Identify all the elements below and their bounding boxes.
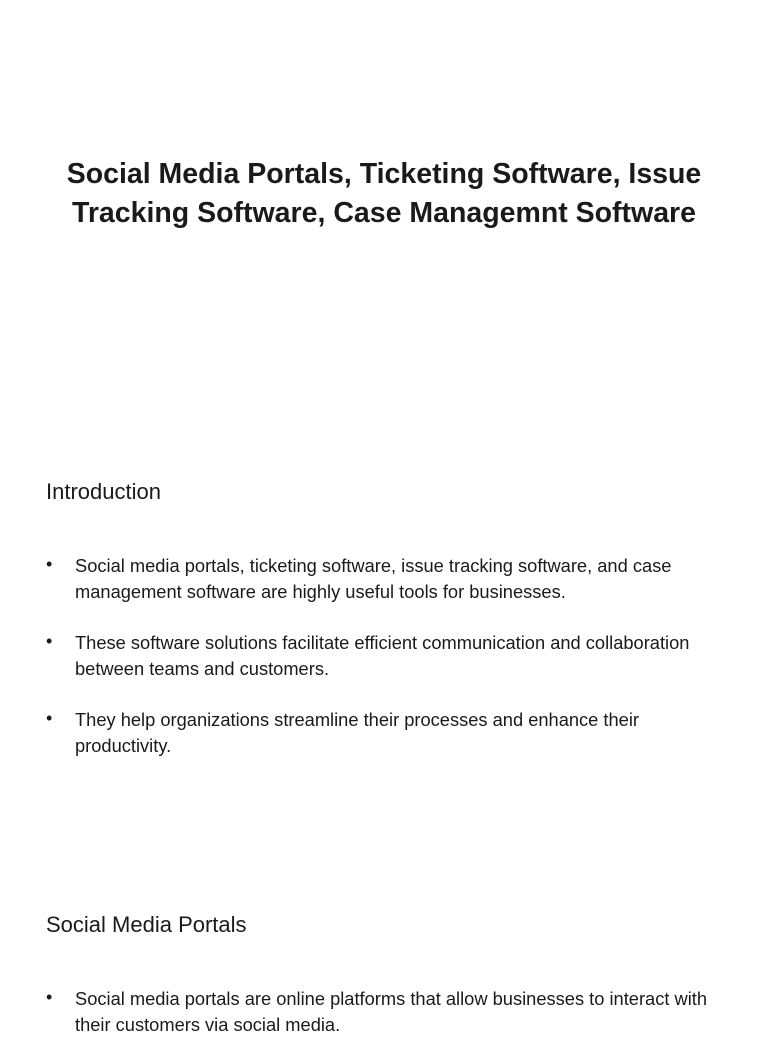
- bullet-item: [46, 707, 728, 759]
- bullet-text: These software solutions facilitate efficient communication and collaboration between teams and customers.: [75, 632, 690, 679]
- bullet-text: They help organizations streamline their processes and enhance their productivity.: [75, 709, 639, 756]
- bullet-text: Social media portals, ticketing software, issue tracking software, and case management software are highly useful tools for businesses.: [75, 555, 672, 602]
- bullet-text: Social media portals are online platforms that allow businesses to interact with their customers via social media.: [75, 988, 708, 1035]
- section-heading-social-media-portals: Social Media Portals: [46, 912, 247, 937]
- bullet-icon: •: [46, 708, 53, 728]
- bullet-item: [46, 630, 728, 682]
- bullet-icon: •: [46, 987, 53, 1007]
- bullet-item: [46, 986, 728, 1038]
- page-title: Social Media Portals, Ticketing Software, Issue Tracking Software, Case Managemnt Software: [66, 158, 702, 229]
- section-heading-introduction: Introduction: [46, 479, 161, 504]
- bullet-icon: •: [46, 631, 53, 651]
- introduction-bullet-list: [46, 553, 728, 784]
- bullet-item: [46, 553, 728, 605]
- bullet-icon: •: [46, 554, 53, 574]
- social-media-bullet-list: [46, 986, 728, 1063]
